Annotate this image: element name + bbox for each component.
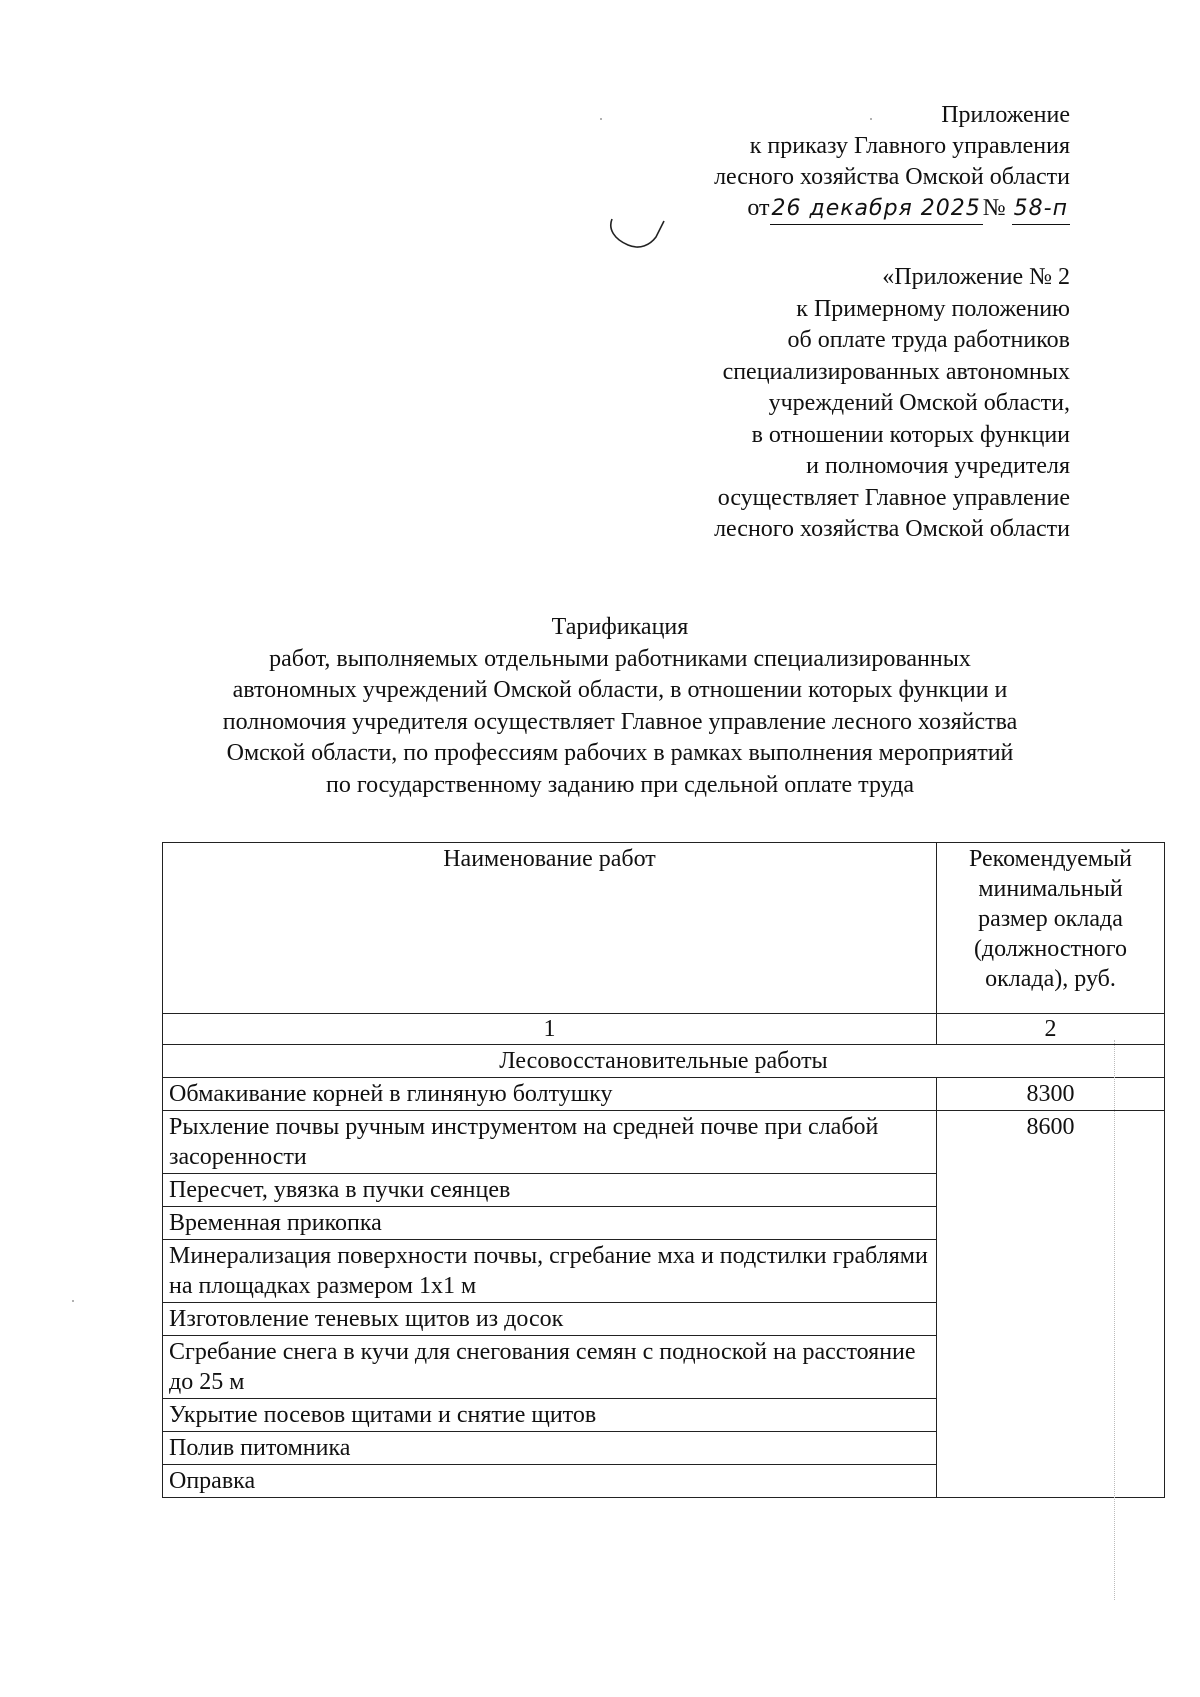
appendix-line: в отношении которых функции xyxy=(751,421,1070,448)
section-title: Лесовосстановительные работы xyxy=(163,1045,1165,1078)
date-prefix: от xyxy=(747,195,770,221)
header-line: Приложение xyxy=(941,102,1070,128)
col-header-rate xyxy=(937,843,1165,1014)
title-line: Омской области, по профессиям рабочих в рамках выполнения мероприятий xyxy=(226,740,1014,766)
handwritten-number: 58-п xyxy=(1012,193,1070,225)
number-label: № xyxy=(982,195,1006,221)
rate-value: 8300 xyxy=(937,1078,1165,1111)
appendix-line: «Приложение № 2 xyxy=(882,264,1070,290)
title-line: полномочия учредителя осуществляет Главное управление лесного хозяйства xyxy=(222,708,1018,735)
scan-speck xyxy=(870,118,872,120)
appendix-line: лесного хозяйства Омской области xyxy=(714,516,1070,542)
col-header-rate-line: (должностного xyxy=(973,936,1128,962)
col-header-rate-line: Рекомендуемый xyxy=(968,846,1133,872)
column-number: 2 xyxy=(937,1014,1165,1045)
title-line: работ, выполняемых отдельными работниками специализированных xyxy=(269,645,971,672)
col-header-rate-line: минимальный xyxy=(978,876,1123,902)
section-row xyxy=(163,1045,1165,1078)
work-name: Изготовление теневых щитов из досок xyxy=(163,1303,937,1336)
table-row xyxy=(163,1111,1165,1174)
col-header-rate-line: размер оклада xyxy=(978,906,1123,932)
work-name: Укрытие посевов щитами и снятие щитов xyxy=(163,1399,937,1432)
rate-value: 8600 xyxy=(937,1111,1165,1498)
table-header-row xyxy=(163,843,1165,1014)
header-line: лесного хозяйства Омской области xyxy=(714,164,1070,190)
appendix-line: осуществляет Главное управление xyxy=(717,484,1070,511)
scan-speck xyxy=(600,118,602,120)
scan-margin-artifact xyxy=(1114,1040,1117,1600)
work-name: Рыхление почвы ручным инструментом на средней почве при слабой засоренности xyxy=(163,1111,937,1174)
header-line: к приказу Главного управления xyxy=(749,133,1070,159)
work-name: Сгребание снега в кучи для снегования семян с подноской на расстояние до 25 м xyxy=(163,1336,937,1399)
appendix-line: к Примерному положению xyxy=(796,295,1070,322)
table-row xyxy=(163,1078,1165,1111)
scan-speck xyxy=(72,1300,74,1302)
title-line: автономных учреждений Омской области, в отношении которых функции и xyxy=(232,677,1008,703)
order-date-number-line xyxy=(550,193,1070,224)
column-number-row xyxy=(163,1014,1165,1045)
handwritten-date: 26 декабря 2025 xyxy=(770,193,983,225)
col-header-rate-line: оклада), руб. xyxy=(985,966,1116,992)
title-heading: Тарификация xyxy=(551,614,689,640)
title-line: по государственному заданию при сдельной оплате труда xyxy=(325,771,914,798)
handwriting-flourish xyxy=(606,215,676,253)
appendix-line: специализированных автономных xyxy=(722,358,1070,385)
header-block xyxy=(550,100,1070,224)
work-name: Пересчет, увязка в пучки сеянцев xyxy=(163,1174,937,1207)
work-name: Оправка xyxy=(163,1465,937,1498)
appendix-2-block xyxy=(550,262,1070,546)
work-name: Обмакивание корней в глиняную болтушку xyxy=(163,1078,937,1111)
document-title xyxy=(150,612,1090,801)
work-name: Временная прикопка xyxy=(163,1207,937,1240)
appendix-line: и полномочия учредителя xyxy=(806,453,1070,479)
col-header-work-name: Наименование работ xyxy=(163,843,937,1014)
work-name: Минерализация поверхности почвы, сгребание мха и подстилки граблями на площадках размером 1х1 м xyxy=(163,1240,937,1303)
appendix-line: учреждений Омской области, xyxy=(768,390,1070,416)
tariff-table xyxy=(162,842,1165,1498)
appendix-line: об оплате труда работников xyxy=(787,327,1070,353)
column-number: 1 xyxy=(163,1014,937,1045)
work-name: Полив питомника xyxy=(163,1432,937,1465)
